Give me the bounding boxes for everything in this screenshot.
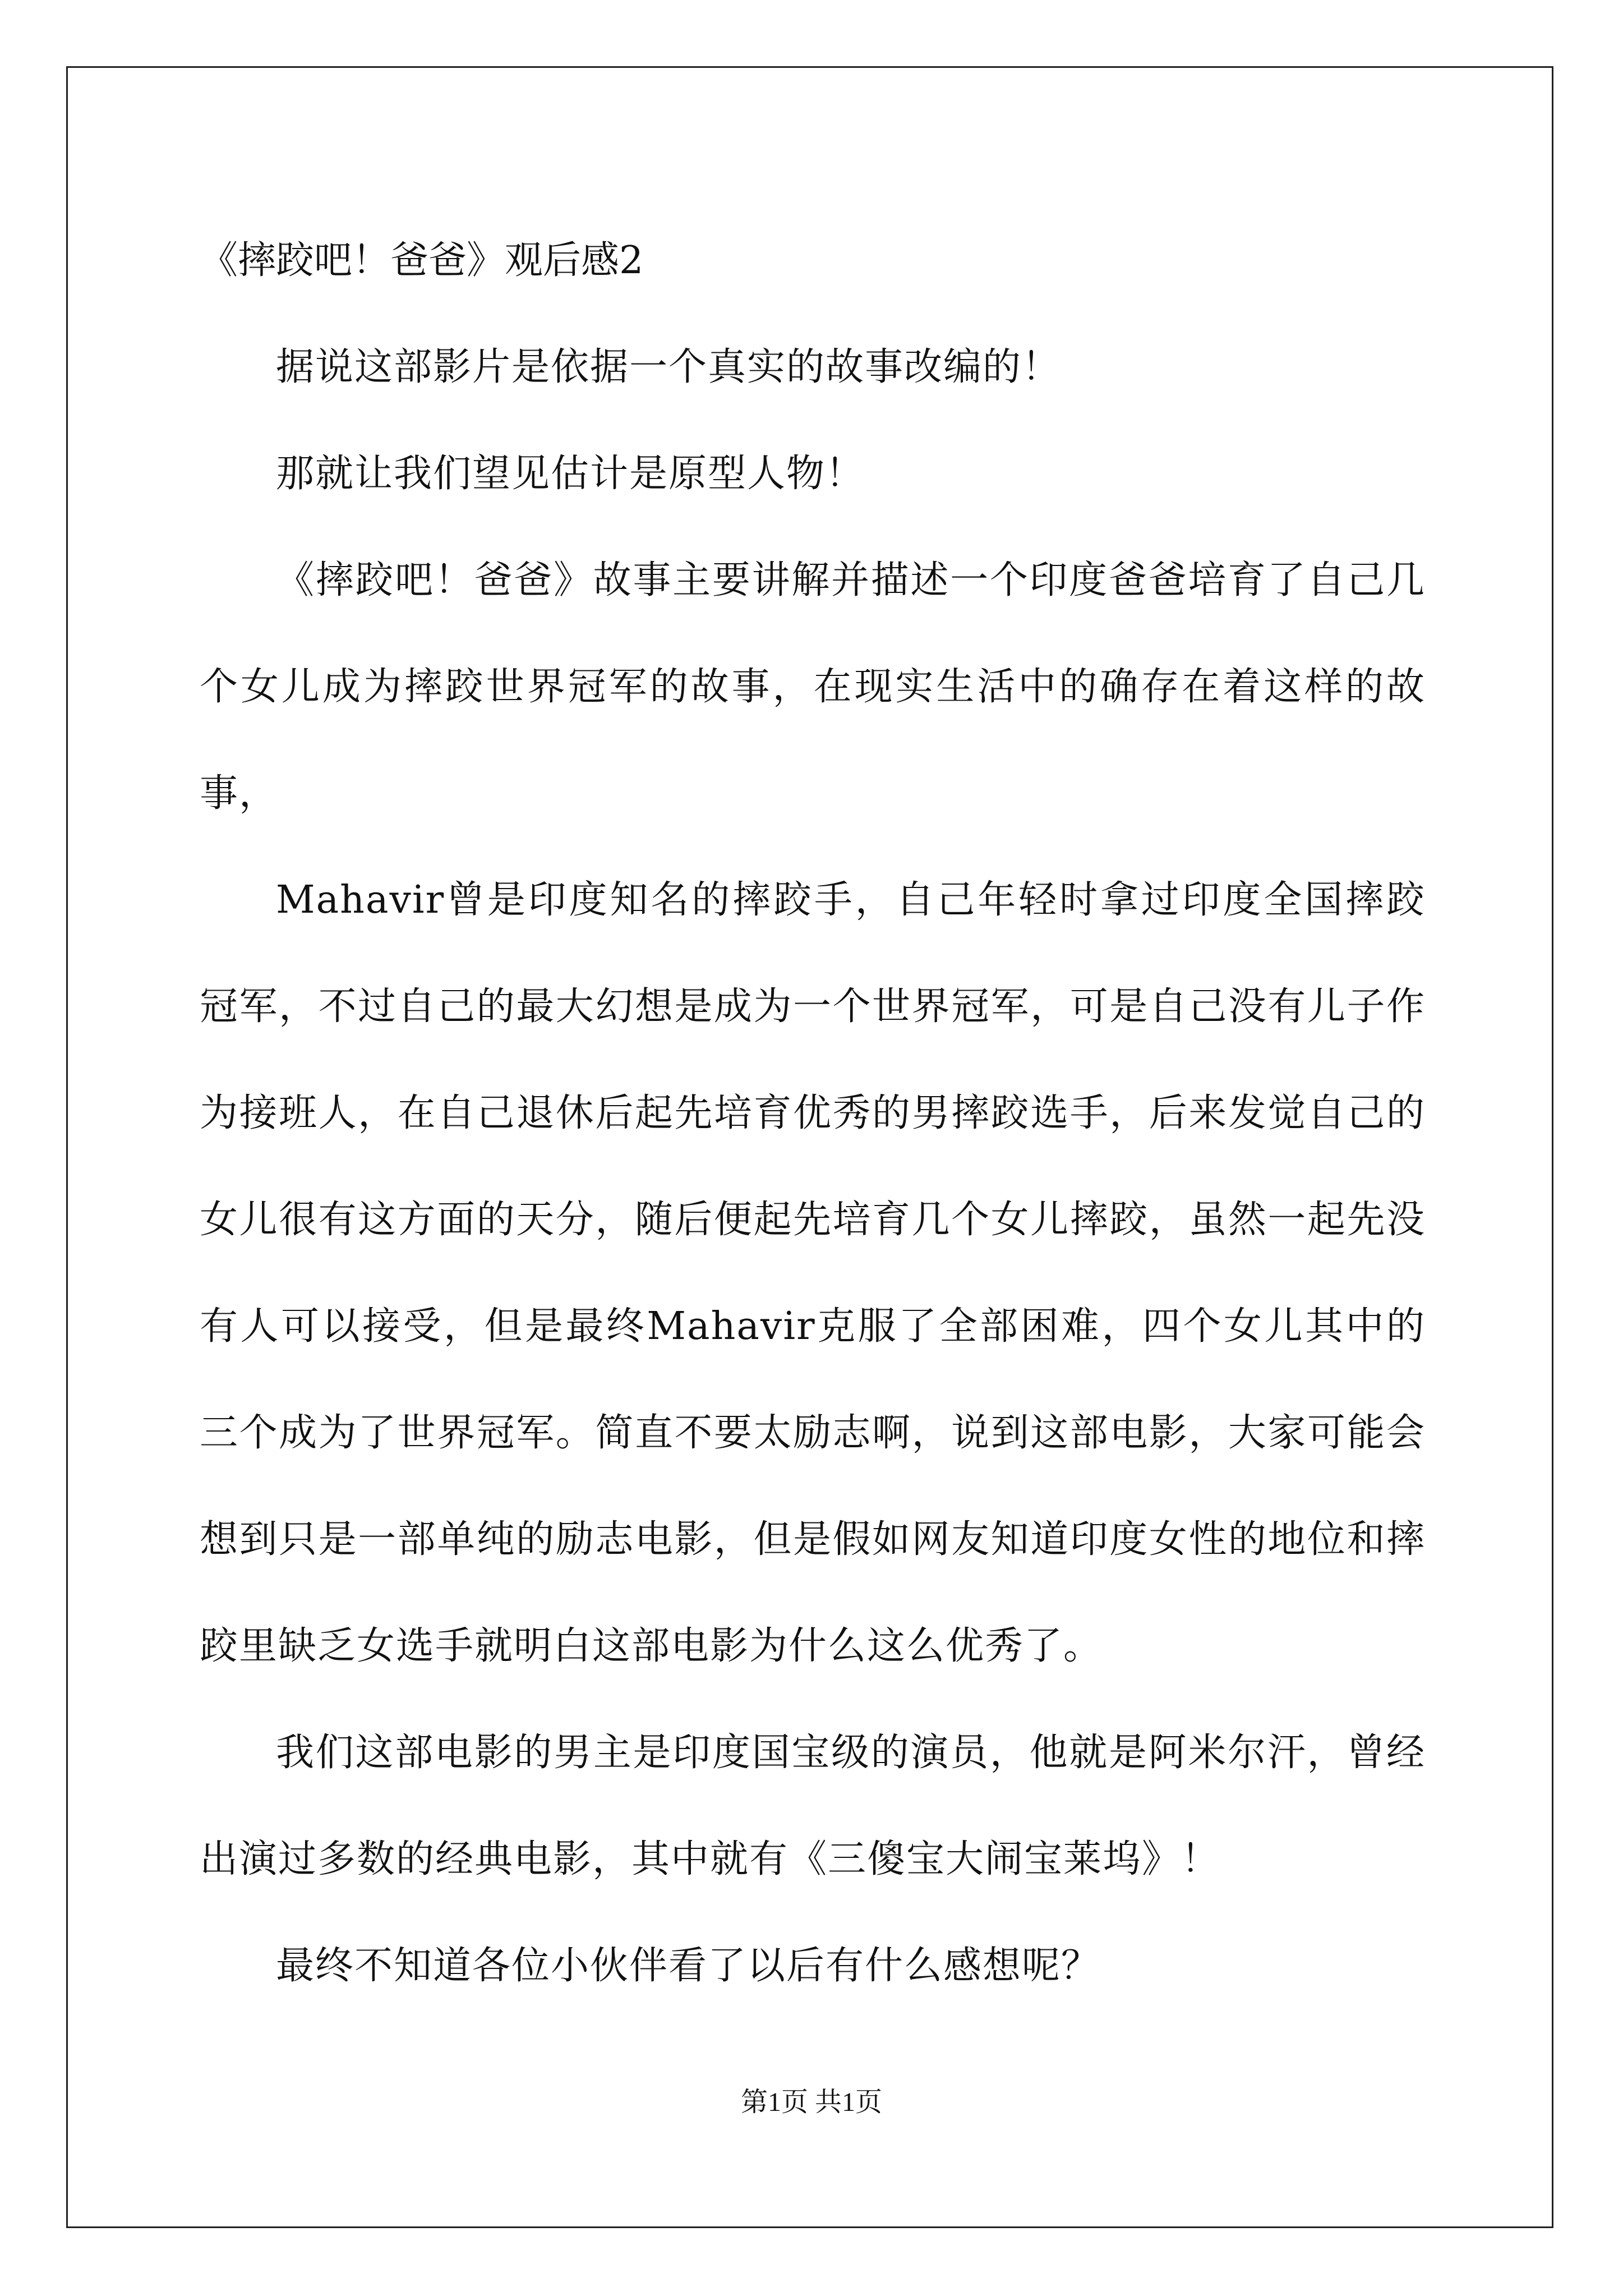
paragraph-6: 最终不知道各位小伙伴看了以后有什么感想呢？ bbox=[276, 1944, 1101, 1988]
page-number: 第1页 共1页 bbox=[740, 2087, 882, 2117]
paragraph-3: 《摔跤吧！爸爸》故事主要讲解并描述一个印度爸爸培育了自己几个女儿成为摔跤世界冠军的故事，在现实生活中的确存在着这样的故事， bbox=[200, 558, 1426, 816]
paragraph-5: 我们这部电影的男主是印度国宝级的演员，他就是阿米尔汗，曾经出演过多数的经典电影，其中就有《三傻宝大闹宝莱坞》！ bbox=[200, 1731, 1426, 1881]
paragraph-1: 据说这部影片是依据一个真实的故事改编的！ bbox=[276, 345, 1062, 389]
paragraph-2: 那就让我们望见估计是原型人物！ bbox=[276, 452, 865, 496]
paragraph-4: Mahavir曾是印度知名的摔跤手，自己年轻时拿过印度全国摔跤冠军，不过自己的最大幻想是成为一个世界冠军，可是自己没有儿子作为接班人，在自己退休后起先培育优秀的男摔跤选手，后来发觉自己的女儿很有这方面的天分，随后便起先培育几个女儿摔跤，虽然一起先没有人可以接受，但是最终Mahavir克服了全部困难，四个女儿其中的三个成为了世界冠军。简直不要太励志啊，说到这部电影，大家可能会想到只是一部单纯的励志电影，但是假如网友知道印度女性的地位和摔跤里缺乏女选手就明白这部电影为什么这么优秀了。 bbox=[200, 878, 1426, 1668]
document-body bbox=[200, 208, 1426, 2019]
document-title: 《摔跤吧！爸爸》观后感2 bbox=[200, 238, 644, 283]
